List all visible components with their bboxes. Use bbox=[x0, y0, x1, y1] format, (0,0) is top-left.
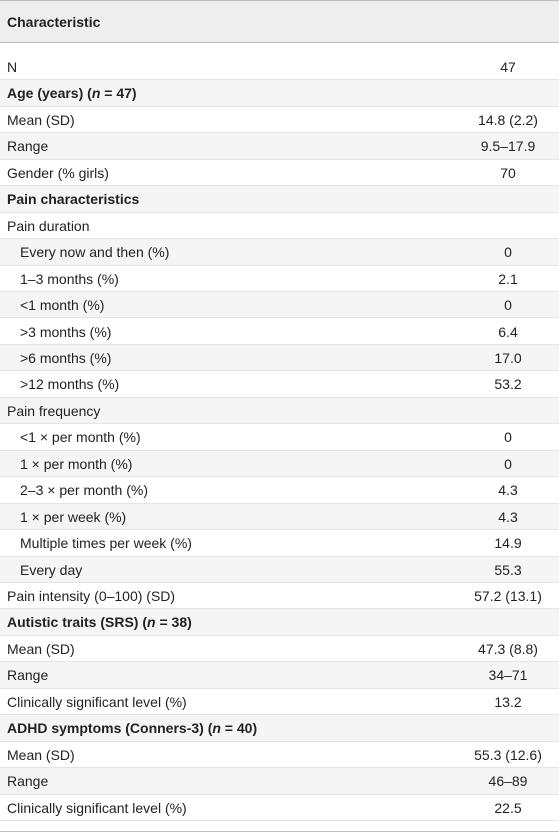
row-label: Pain duration bbox=[7, 217, 90, 234]
table-row bbox=[0, 398, 559, 424]
table-row bbox=[0, 557, 559, 583]
table-row bbox=[0, 80, 559, 106]
row-label: Gender (% girls) bbox=[7, 164, 109, 181]
table-row bbox=[0, 371, 559, 397]
row-value: 55.3 bbox=[494, 561, 522, 578]
row-value: 4.3 bbox=[498, 508, 518, 525]
section-heading: Age (years) (n = 47) bbox=[7, 85, 137, 102]
row-value: 22.5 bbox=[494, 799, 522, 816]
table-row bbox=[0, 160, 559, 186]
row-label: <1 × per month (%) bbox=[20, 429, 141, 446]
row-value: 2.1 bbox=[498, 270, 518, 287]
table-row bbox=[0, 636, 559, 662]
row-value: 9.5–17.9 bbox=[480, 138, 536, 155]
table-row bbox=[0, 742, 559, 768]
table-row bbox=[0, 107, 559, 133]
table-row bbox=[0, 689, 559, 715]
row-label: Every day bbox=[20, 561, 83, 578]
row-value: 6.4 bbox=[498, 323, 518, 340]
row-value: 0 bbox=[504, 455, 512, 472]
table-row bbox=[0, 504, 559, 530]
table-row bbox=[0, 715, 559, 741]
row-label: Range bbox=[7, 773, 49, 790]
row-label: Mean (SD) bbox=[7, 111, 75, 128]
table-row bbox=[0, 583, 559, 609]
row-value: 47 bbox=[500, 59, 516, 75]
table-row bbox=[0, 133, 559, 159]
row-value: 13.2 bbox=[494, 693, 522, 710]
row-label: Range bbox=[7, 138, 49, 155]
row-label: 1 × per month (%) bbox=[20, 455, 133, 472]
row-value: 53.2 bbox=[494, 376, 522, 393]
row-label: Pain intensity (0–100) (SD) bbox=[7, 588, 176, 604]
table-row bbox=[0, 266, 559, 292]
section-heading: ADHD symptoms (Conners-3) (n = 40) bbox=[7, 720, 258, 737]
row-value: 70 bbox=[500, 164, 516, 181]
table-row bbox=[0, 451, 559, 477]
row-label: >6 months (%) bbox=[20, 349, 112, 366]
row-label: >12 months (%) bbox=[20, 376, 120, 393]
row-label: Every now and then (%) bbox=[20, 244, 170, 261]
row-label: N bbox=[7, 59, 18, 75]
row-label: Multiple times per week (%) bbox=[20, 535, 192, 552]
table-row bbox=[0, 319, 559, 345]
table-row bbox=[0, 609, 559, 635]
column-header-characteristic: Characteristic bbox=[7, 14, 101, 30]
row-value: 0 bbox=[504, 297, 512, 314]
row-value: 0 bbox=[504, 429, 512, 446]
row-label: >3 months (%) bbox=[20, 323, 112, 340]
row-label: Mean (SD) bbox=[7, 640, 75, 657]
row-label: Clinically significant level (%) bbox=[7, 799, 187, 816]
table-row bbox=[0, 662, 559, 688]
row-value: 0 bbox=[504, 244, 512, 261]
row-label: 1–3 months (%) bbox=[20, 270, 119, 287]
table-row bbox=[0, 530, 559, 556]
row-value: 14.8 (2.2) bbox=[478, 111, 538, 128]
row-value: 46–89 bbox=[488, 773, 528, 790]
table-row bbox=[0, 424, 559, 450]
row-label: 1 × per week (%) bbox=[20, 508, 127, 525]
table-row bbox=[0, 54, 559, 80]
section-heading: Autistic traits (SRS) (n = 38) bbox=[7, 614, 192, 631]
table-row bbox=[0, 795, 559, 821]
row-value: 57.2 (13.1) bbox=[474, 588, 542, 604]
table-row bbox=[0, 186, 559, 212]
row-value: 14.9 bbox=[494, 535, 522, 552]
table-row bbox=[0, 292, 559, 318]
row-value: 55.3 (12.6) bbox=[474, 746, 542, 763]
row-value: 34–71 bbox=[488, 667, 528, 684]
row-label: <1 month (%) bbox=[20, 297, 105, 314]
table-row bbox=[0, 239, 559, 265]
row-label: Mean (SD) bbox=[7, 746, 75, 763]
section-heading: Pain characteristics bbox=[7, 191, 140, 208]
table-row bbox=[0, 477, 559, 503]
table-row bbox=[0, 345, 559, 371]
row-label: Pain frequency bbox=[7, 402, 101, 419]
row-label: Range bbox=[7, 667, 49, 684]
table-header bbox=[0, 0, 559, 43]
row-label: Clinically significant level (%) bbox=[7, 693, 187, 710]
row-value: 17.0 bbox=[494, 349, 522, 366]
table-bottom-rule bbox=[0, 831, 559, 832]
table-row bbox=[0, 213, 559, 239]
table-row bbox=[0, 768, 559, 794]
row-value: 4.3 bbox=[498, 482, 518, 499]
row-value: 47.3 (8.8) bbox=[478, 640, 538, 657]
row-label: 2–3 × per month (%) bbox=[20, 482, 149, 499]
